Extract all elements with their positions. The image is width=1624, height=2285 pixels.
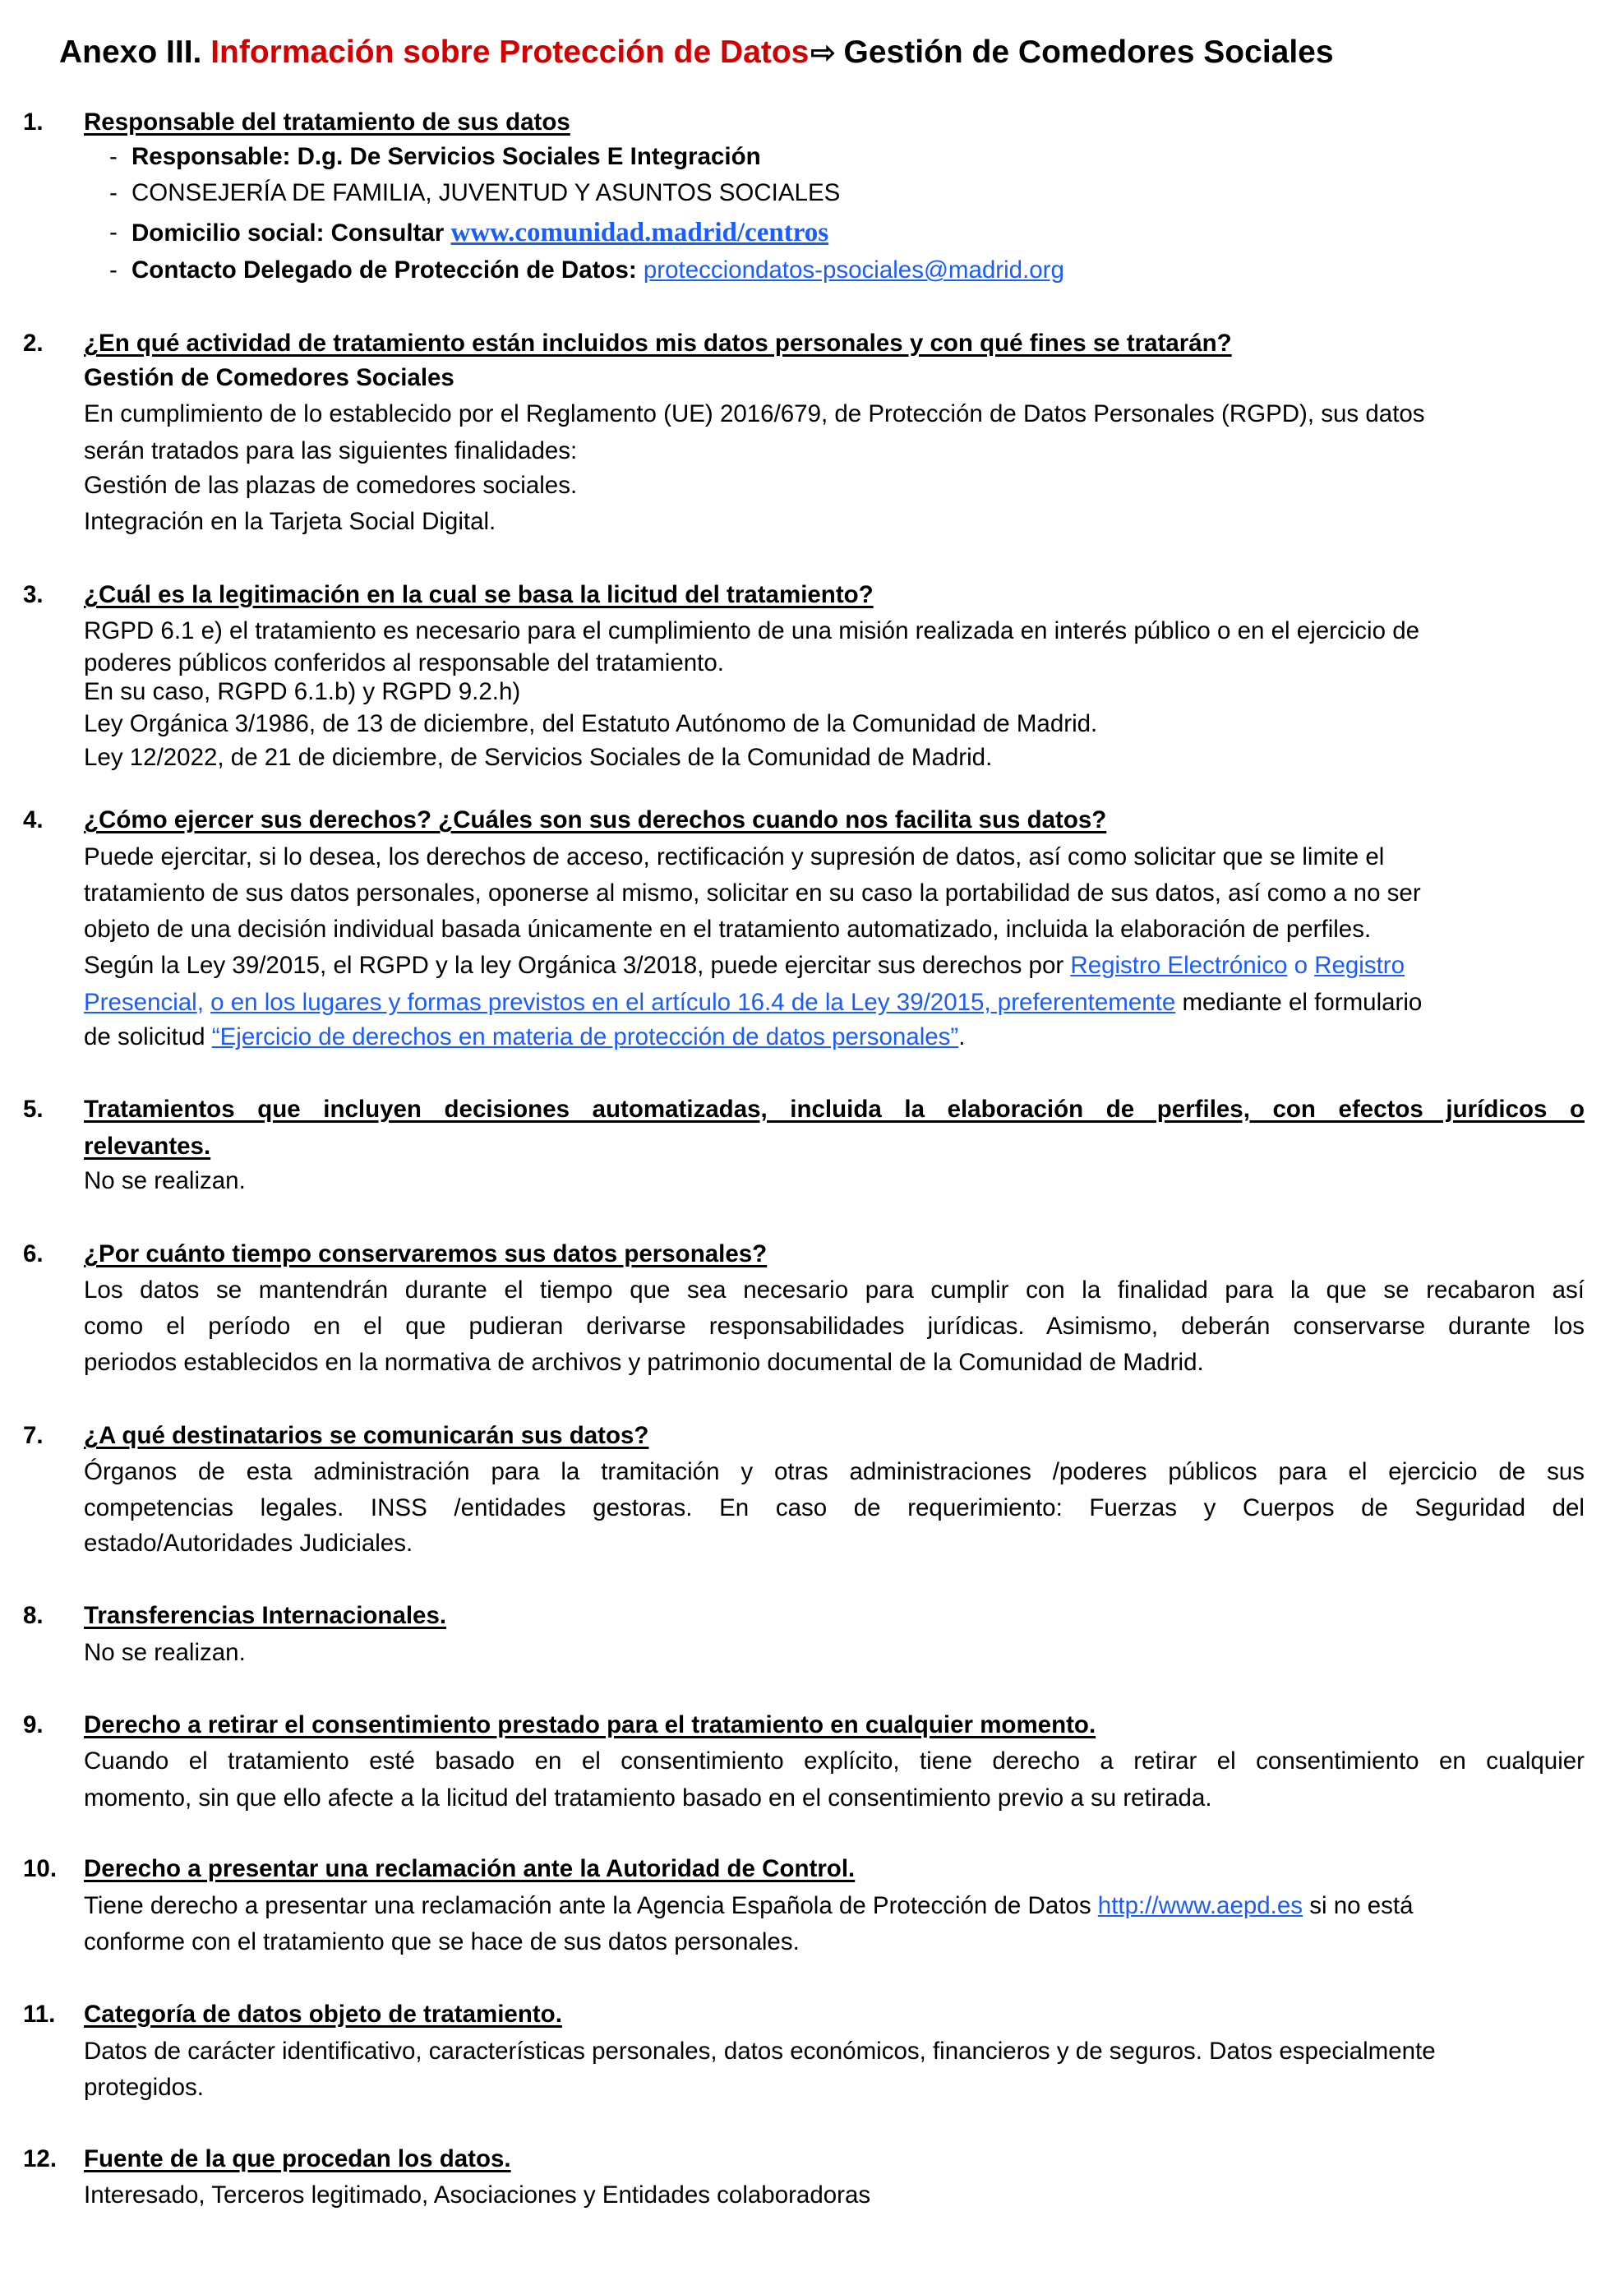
or-text: o [1287, 952, 1315, 979]
bullet-dash: - [109, 179, 118, 206]
section-6-line: periodos establecidos en la normativa de archivos y patrimonio documental de la Comunidad de Madrid. [84, 1349, 1204, 1376]
section-3-line: Ley Orgánica 3/1986, de 13 de diciembre, del Estatuto Autónomo de la Comunidad de Madrid. [84, 710, 1098, 737]
contacto-label: Contacto Delegado de Protección de Datos: [131, 256, 644, 284]
section-6-number: 6. [23, 1240, 44, 1267]
section-12-heading: Fuente de la que procedan los datos. [84, 2145, 511, 2172]
formulario-derechos-link[interactable]: “Ejercicio de derechos en materia de protección de datos personales” [211, 1023, 959, 1050]
aepd-link[interactable]: http://www.aepd.es [1097, 1892, 1303, 1919]
section-11-line: protegidos. [84, 2074, 204, 2101]
section-2-line: Integración en la Tarjeta Social Digital. [84, 508, 496, 535]
section-1-heading: Responsable del tratamiento de sus datos [84, 108, 570, 136]
section-9-heading: Derecho a retirar el consentimiento prestado para el tratamiento en cualquier momento. [84, 1711, 1096, 1738]
section-12-line: Interesado, Terceros legitimado, Asociaciones y Entidades colaboradoras [84, 2181, 871, 2209]
section-5-heading: Tratamientos que incluyen decisiones automatizadas, incluida la elaboración de perfiles, con efectos jurídicos o [84, 1096, 1585, 1123]
right-arrow-icon: ⇨ [810, 35, 836, 69]
domicilio-label: Domicilio social: Consultar [131, 219, 451, 247]
contacto-item [131, 256, 1064, 285]
section-12-number: 12. [23, 2145, 58, 2172]
title-highlight: Información sobre Protección de Datos [210, 35, 810, 70]
section-5-line: No se realizan. [84, 1167, 246, 1194]
rights-end: . [958, 1023, 966, 1050]
section-3-number: 3. [23, 581, 44, 608]
section-4-line: Puede ejercitar, si lo desea, los derechos de acceso, rectificación y supresión de datos, así como solicitar que se limite el [84, 843, 1385, 870]
rights-line-3 [84, 1022, 965, 1052]
bullet-dash: - [109, 219, 118, 246]
section-7-number: 7. [23, 1422, 44, 1449]
section-5-heading-cont: relevantes. [84, 1133, 211, 1160]
registro-electronico-link[interactable]: Registro Electrónico [1070, 952, 1288, 979]
page-title [59, 33, 1334, 72]
rights-pre-form: de solicitud [84, 1023, 212, 1050]
section-7-line: competencias legales. INSS /entidades gestoras. En caso de requerimiento: Fuerzas y Cuerpos de Seguridad del [84, 1494, 1585, 1521]
section-8-line: No se realizan. [84, 1639, 246, 1666]
rights-mid: mediante el formulario [1175, 989, 1423, 1016]
section-4-heading: ¿Cómo ejercer sus derechos? ¿Cuáles son sus derechos cuando nos facilita sus datos? [84, 806, 1107, 833]
section-2-line: En cumplimiento de lo establecido por el Reglamento (UE) 2016/679, de Protección de Datos Personales (RGPD), sus datos [84, 400, 1425, 427]
section-3-line: RGPD 6.1 e) el tratamiento es necesario para el cumplimiento de una misión realizada en interés público o en el ejercicio de [84, 617, 1420, 644]
section-10-heading: Derecho a presentar una reclamación ante la Autoridad de Control. [84, 1855, 856, 1882]
section-4-number: 4. [23, 806, 44, 833]
section-3-line: poderes públicos conferidos al responsable del tratamiento. [84, 649, 724, 676]
section-8-heading: Transferencias Internacionales. [84, 1602, 447, 1629]
section-9-line: Cuando el tratamiento esté basado en el consentimiento explícito, tiene derecho a retirar el consentimiento en cualquier [84, 1747, 1585, 1775]
section-10-line: conforme con el tratamiento que se hace de sus datos personales. [84, 1928, 800, 1955]
section-3-line: Ley 12/2022, de 21 de diciembre, de Servicios Sociales de la Comunidad de Madrid. [84, 744, 993, 771]
responsable-item: Responsable: D.g. De Servicios Sociales E Integración [131, 143, 761, 170]
section-3-heading: ¿Cuál es la legitimación en la cual se basa la licitud del tratamiento? [84, 581, 874, 608]
section-4-line: tratamiento de sus datos personales, oponerse al mismo, solicitar en su caso la portabilidad de sus datos, así como a no ser [84, 879, 1421, 907]
centros-link[interactable]: www.comunidad.madrid/centros [450, 218, 829, 247]
domicilio-item [131, 218, 828, 248]
rights-line-2 [84, 988, 1422, 1018]
registro-presencial-link[interactable]: Registro [1314, 952, 1405, 979]
section-9-number: 9. [23, 1711, 44, 1738]
section-6-heading: ¿Por cuánto tiempo conservaremos sus datos personales? [84, 1240, 768, 1267]
consejeria-item: CONSEJERÍA DE FAMILIA, JUVENTUD Y ASUNTOS SOCIALES [131, 179, 841, 206]
section-3-line: En su caso, RGPD 6.1.b) y RGPD 9.2.h) [84, 678, 521, 705]
section-6-line: como el período en el que pudieran derivarse responsabilidades jurídicas. Asimismo, deberán conservarse durante los [84, 1313, 1585, 1340]
section-10-number: 10. [23, 1855, 58, 1882]
section-5-number: 5. [23, 1096, 44, 1123]
registro-presencial-link[interactable]: Presencial [84, 989, 197, 1016]
section-4-line: objeto de una decisión individual basada únicamente en el tratamiento automatizado, incluida la elaboración de perfiles. [84, 916, 1372, 943]
email-link[interactable]: protecciondatos-psociales@madrid.org [643, 256, 1064, 284]
bullet-dash: - [109, 143, 118, 170]
section-1-number: 1. [23, 108, 44, 136]
title-prefix: Anexo III. [59, 35, 211, 70]
section-7-line: Órganos de esta administración para la tramitación y otras administraciones /poderes públicos para el ejercicio de sus [84, 1458, 1585, 1485]
section-7-heading: ¿A qué destinatarios se comunicarán sus datos? [84, 1422, 649, 1449]
section-8-number: 8. [23, 1602, 44, 1629]
comma-text: , [196, 989, 211, 1016]
section-2-subheading: Gestión de Comedores Sociales [84, 364, 454, 391]
aepd-pre: Tiene derecho a presentar una reclamación ante la Agencia Española de Protección de Datos [84, 1892, 1098, 1919]
aepd-post: si no está [1303, 1892, 1414, 1919]
section-2-line: serán tratados para las siguientes finalidades: [84, 437, 578, 464]
bullet-dash: - [109, 256, 118, 284]
section-7-line: estado/Autoridades Judiciales. [84, 1530, 413, 1557]
section-10-line [84, 1891, 1414, 1921]
rights-line-1 [84, 951, 1405, 981]
title-suffix: Gestión de Comedores Sociales [843, 35, 1334, 70]
section-9-line: momento, sin que ello afecte a la licitud del tratamiento basado en el consentimiento previo a su retirada. [84, 1784, 1212, 1812]
rights-intro: Según la Ley 39/2015, el RGPD y la ley Orgánica 3/2018, puede ejercitar sus derechos por [84, 952, 1071, 979]
section-2-number: 2. [23, 330, 44, 357]
section-2-line: Gestión de las plazas de comedores sociales. [84, 472, 578, 499]
section-11-number: 11. [23, 2001, 56, 2028]
section-11-line: Datos de carácter identificativo, características personales, datos económicos, financieros y de seguros. Datos especialmente [84, 2038, 1436, 2065]
section-11-heading: Categoría de datos objeto de tratamiento. [84, 2001, 562, 2028]
section-2-heading: ¿En qué actividad de tratamiento están incluidos mis datos personales y con qué fines se tratarán? [84, 330, 1232, 357]
section-6-line: Los datos se mantendrán durante el tiempo que sea necesario para cumplir con la finalidad para la que se recabaron así [84, 1276, 1585, 1304]
articulo-16-4-link[interactable]: o en los lugares y formas previstos en el artículo 16.4 de la Ley 39/2015, preferentemente [210, 989, 1176, 1016]
